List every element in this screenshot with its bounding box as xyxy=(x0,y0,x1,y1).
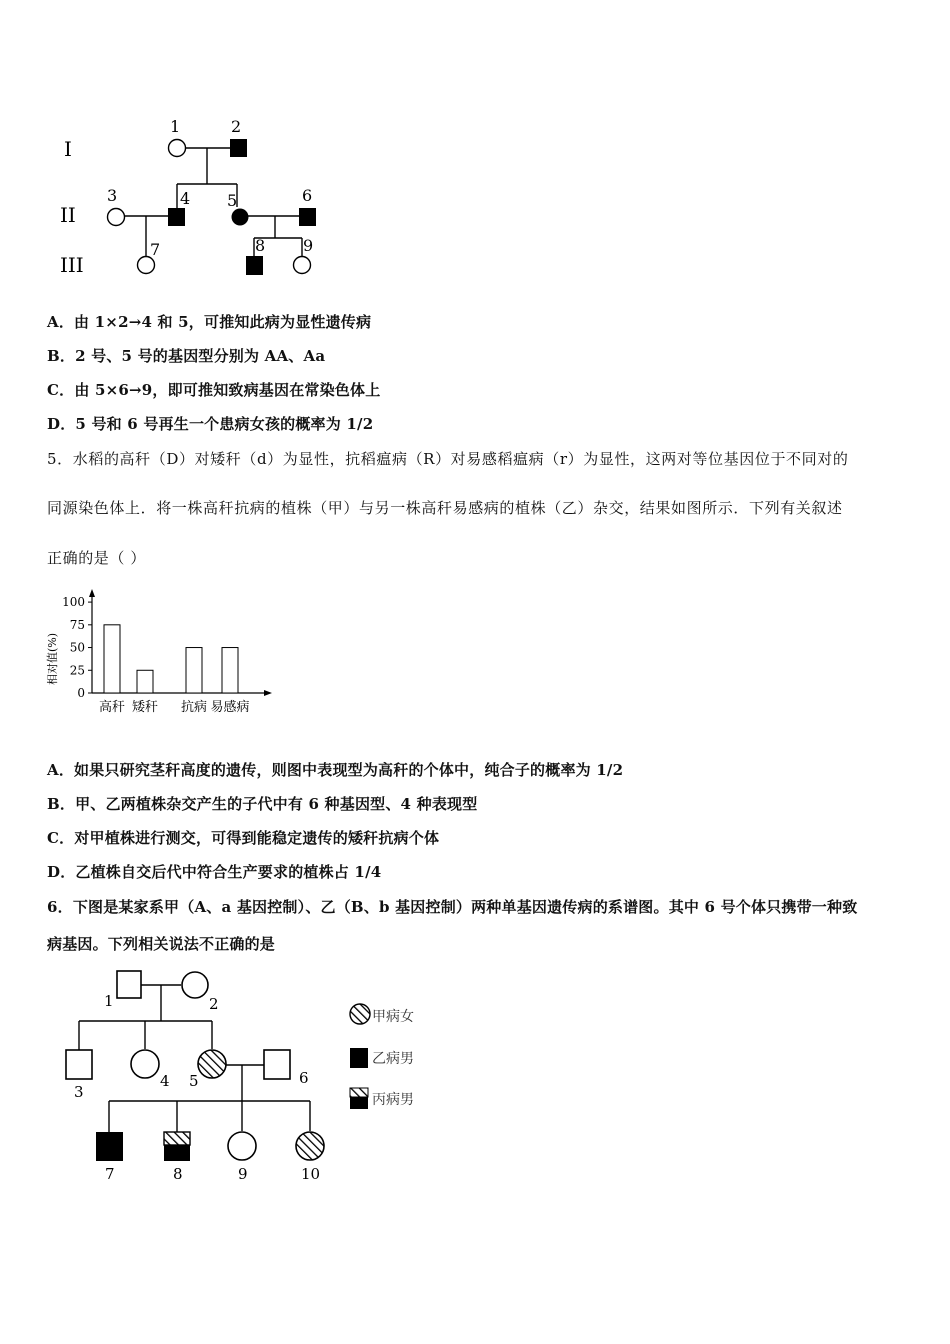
q5-option-c: C．对甲植株进行测交，可得到能稳定遗传的矮秆抗病个体 xyxy=(47,829,440,847)
p2-individual-6 xyxy=(264,1050,290,1079)
y-axis-label: 相对值(%) xyxy=(46,632,59,685)
p2-num-5: 5 xyxy=(189,1072,199,1090)
p1-num-9: 9 xyxy=(303,236,314,255)
x-tick-label: 抗病 xyxy=(180,700,208,715)
p2-num-4: 4 xyxy=(160,1072,170,1090)
p1-individual-4 xyxy=(168,208,185,226)
x-tick-label: 高秆 xyxy=(98,700,126,715)
p1-num-2: 2 xyxy=(231,117,242,136)
legend-icon-yi-male xyxy=(350,1048,368,1068)
p2-individual-5 xyxy=(198,1050,226,1078)
p2-individual-2 xyxy=(182,972,208,998)
p1-num-5: 5 xyxy=(227,191,238,210)
p1-num-1: 1 xyxy=(170,117,181,136)
p2-individual-10 xyxy=(296,1132,324,1160)
pedigree-chart-1 xyxy=(0,100,360,290)
gen-label-I: I xyxy=(64,137,72,161)
x-tick-label: 易感病 xyxy=(210,700,250,715)
q6-stem-line-1: 6．下图是某家系甲（A、a 基因控制）、乙（B、b 基因控制）两种单基因遗传病的系谱图。其中 6 号个体只携带一种致 xyxy=(47,898,858,916)
q4-option-d: D．5 号和 6 号再生一个患病女孩的概率为 1/2 xyxy=(47,415,374,433)
p1-individual-3 xyxy=(108,209,125,226)
legend-label-yi-male: 乙病男 xyxy=(372,1051,414,1067)
y-tick-label: 100 xyxy=(62,595,85,610)
p2-num-6: 6 xyxy=(299,1069,309,1087)
bar-1 xyxy=(104,625,120,693)
q4-option-b: B．2 号、5 号的基因型分别为 AA、Aa xyxy=(47,347,326,365)
p2-individual-7 xyxy=(96,1132,123,1161)
legend-label-bing-male: 丙病男 xyxy=(372,1092,414,1108)
p2-individual-1 xyxy=(117,971,141,998)
p2-num-9: 9 xyxy=(238,1165,248,1183)
x-tick-label: 矮秆 xyxy=(131,700,159,715)
y-tick-label: 75 xyxy=(69,617,85,632)
p1-individual-7 xyxy=(138,257,155,274)
gen-label-II: II xyxy=(60,203,76,227)
legend-icon-bing-male xyxy=(350,1088,368,1109)
p2-num-7: 7 xyxy=(105,1165,115,1183)
p1-num-3: 3 xyxy=(107,186,118,205)
q5-option-d: D．乙植株自交后代中符合生产要求的植株占 1/4 xyxy=(47,863,382,881)
bar-2 xyxy=(137,670,153,693)
y-axis-arrow xyxy=(89,589,95,597)
p1-num-8: 8 xyxy=(255,236,266,255)
q5-option-b: B．甲、乙两植株杂交产生的子代中有 6 种基因型、4 种表现型 xyxy=(47,795,478,813)
q5-stem-line-2: 同源染色体上．将一株高秆抗病的植株（甲）与另一株高秆易感病的植株（乙）杂交，结果如图所示．下列有关叙述 xyxy=(47,499,843,517)
pedigree-chart-2 xyxy=(0,960,460,1190)
q5-stem-line-3: 正确的是（ ） xyxy=(47,549,146,567)
legend-label-jia-female: 甲病女 xyxy=(372,1009,414,1025)
p1-individual-1 xyxy=(169,140,186,157)
q4-option-a: A．由 1×2→4 和 5，可推知此病为显性遗传病 xyxy=(47,313,372,331)
y-tick-label: 0 xyxy=(77,686,85,700)
p1-num-7: 7 xyxy=(150,240,161,259)
p2-num-2: 2 xyxy=(209,995,219,1013)
p2-individual-3 xyxy=(66,1050,92,1079)
p1-individual-9 xyxy=(294,257,311,274)
p2-individual-9 xyxy=(228,1132,256,1160)
q4-option-c: C．由 5×6→9，即可推知致病基因在常染色体上 xyxy=(47,381,381,399)
p2-num-1: 1 xyxy=(104,992,114,1010)
p1-num-6: 6 xyxy=(302,186,313,205)
q5-option-a: A．如果只研究茎秆高度的遗传，则图中表现型为高秆的个体中，纯合子的概率为 1/2 xyxy=(47,761,624,779)
p2-individual-4 xyxy=(131,1050,159,1078)
p1-individual-5 xyxy=(232,209,249,226)
q6-stem-line-2: 病基因。下列相关说法不正确的是 xyxy=(47,935,276,953)
bar-chart xyxy=(40,585,280,720)
gen-label-III: III xyxy=(60,253,84,277)
y-tick-label: 25 xyxy=(69,663,85,678)
x-axis-arrow xyxy=(264,690,272,696)
p1-individual-8 xyxy=(246,256,263,275)
bar-4 xyxy=(222,648,238,693)
p1-individual-2 xyxy=(230,139,247,157)
p1-num-4: 4 xyxy=(180,189,191,208)
p1-individual-6 xyxy=(299,208,316,226)
y-tick-label: 50 xyxy=(69,640,85,655)
p2-num-10: 10 xyxy=(301,1165,321,1183)
bar-3 xyxy=(186,648,202,693)
p2-individual-8 xyxy=(164,1132,190,1161)
q5-stem-line-1: 5．水稻的高秆（D）对矮秆（d）为显性，抗稻瘟病（R）对易感稻瘟病（r）为显性，这两对等位基因位于不同对的 xyxy=(47,450,849,468)
p2-num-8: 8 xyxy=(173,1165,183,1183)
legend-icon-jia-female xyxy=(350,1004,370,1024)
p2-num-3: 3 xyxy=(74,1083,84,1101)
